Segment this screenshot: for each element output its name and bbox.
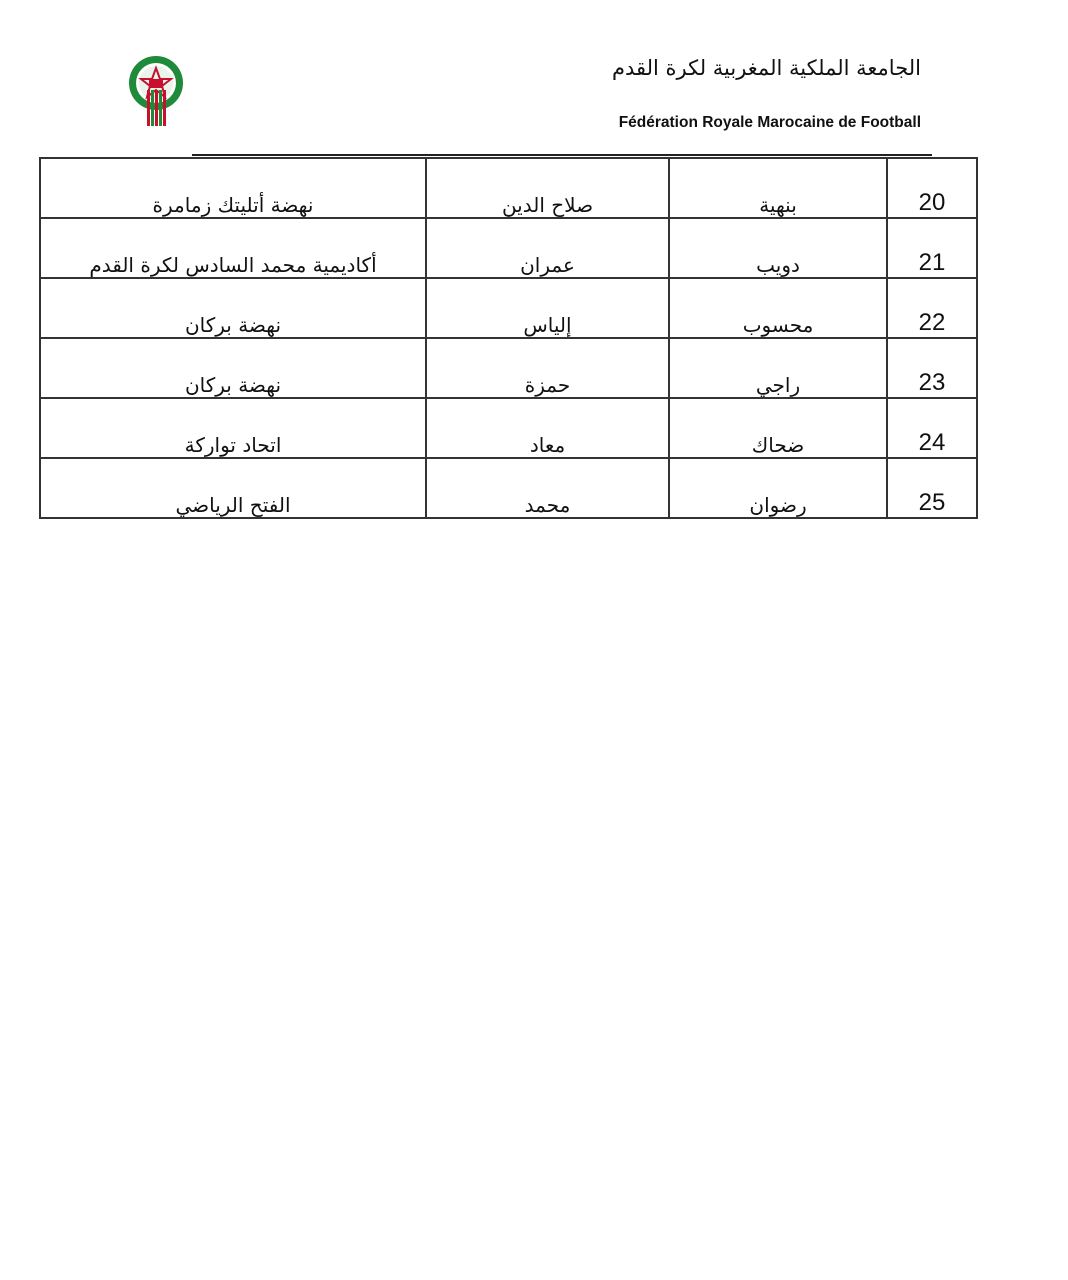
table-row <box>40 338 977 398</box>
frmf-crest-icon <box>127 54 185 128</box>
club-cell: أكاديمية محمد السادس لكرة القدم <box>40 218 426 278</box>
federation-title-french: Fédération Royale Marocaine de Football <box>618 114 921 131</box>
player-number-cell: 24 <box>887 398 977 458</box>
table-row <box>40 218 977 278</box>
last-name-cell: دويب <box>669 218 887 278</box>
last-name-cell: ضحاك <box>669 398 887 458</box>
club-cell: نهضة بركان <box>40 278 426 338</box>
club-cell: نهضة بركان <box>40 338 426 398</box>
player-number-cell: 25 <box>887 458 977 518</box>
player-number-cell: 22 <box>887 278 977 338</box>
first-name-cell: عمران <box>426 218 669 278</box>
table-row <box>40 398 977 458</box>
club-cell: اتحاد تواركة <box>40 398 426 458</box>
player-number-cell: 21 <box>887 218 977 278</box>
last-name-cell: راجي <box>669 338 887 398</box>
player-number-cell: 20 <box>887 158 977 218</box>
federation-title-arabic: الجامعة الملكية المغربية لكرة القدم <box>611 56 921 80</box>
player-roster-table <box>39 157 978 519</box>
table-row <box>40 458 977 518</box>
club-cell: نهضة أتليتك زمامرة <box>40 158 426 218</box>
last-name-cell: بنهية <box>669 158 887 218</box>
first-name-cell: صلاح الدين <box>426 158 669 218</box>
last-name-cell: محسوب <box>669 278 887 338</box>
first-name-cell: معاد <box>426 398 669 458</box>
last-name-cell: رضوان <box>669 458 887 518</box>
first-name-cell: حمزة <box>426 338 669 398</box>
table-row <box>40 278 977 338</box>
player-number-cell: 23 <box>887 338 977 398</box>
first-name-cell: إلياس <box>426 278 669 338</box>
club-cell: الفتح الرياضي <box>40 458 426 518</box>
first-name-cell: محمد <box>426 458 669 518</box>
table-row <box>40 158 977 218</box>
header-divider <box>192 154 932 156</box>
